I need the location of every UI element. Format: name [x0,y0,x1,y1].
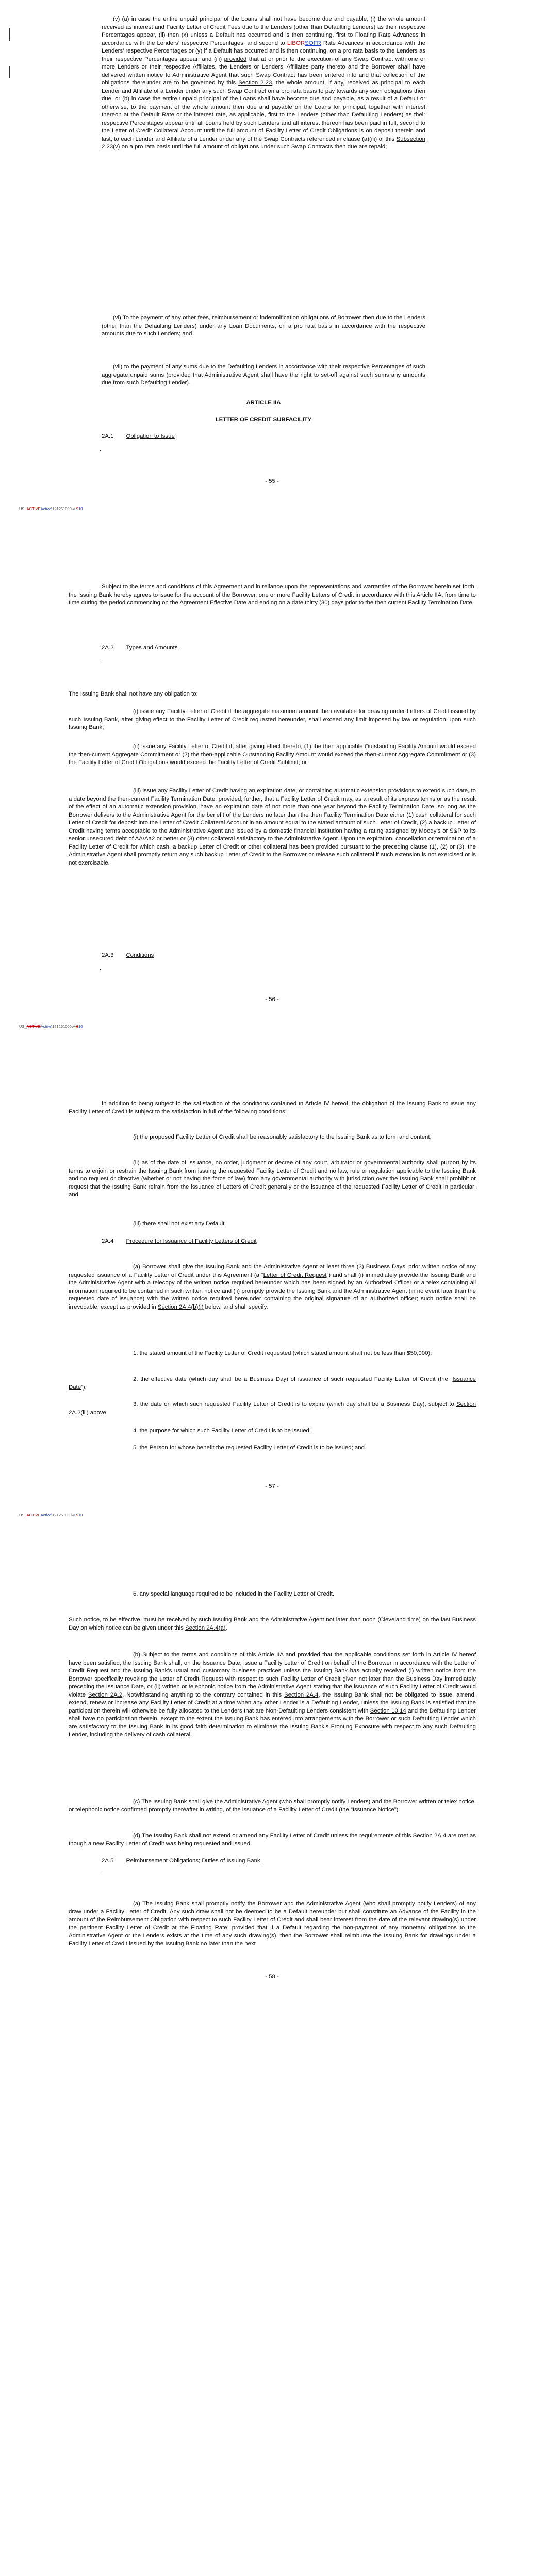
article-ref[interactable]: Article IIA [258,1652,284,1658]
item-ii: (ii) as of the date of issuance, no order, judgment or decree of any court, arbitrator or governmental authority shall purport by its terms to enjoin or restrain the Issuing Bank from issuing the requested Facility Letter of Credit and no law, rule or regulation applicable to the Issuing Bank and no request or directive (whether or not having the force of law) from any governmental authority with jurisdiction over the Issuing Bank shall prohibit or request that the Issuing Bank refrain from the issuance of Letters of Credit generally or the issuance of the requested Facility Letter of Credit in particular; and [69,1160,476,1198]
dot-mark: . [100,447,101,452]
item-3: 3. the date on which such requested Facility Letter of Credit is to expire (which day shall be a Business Day), subject to Section 2A.2(iii) above; [69,1401,476,1416]
section-2a1-heading: 2A.1 Obligation to Issue [102,433,175,439]
section-2a4-heading: 2A.4 Procedure for Issuance of Facility Letters of Credit [102,1238,257,1244]
para-intro-conditions: In addition to being subject to the satisfaction of the conditions contained in Article IV hereof, the obligation of the Issuing Bank to issue any Facility Letter of Credit is subject to the satisfaction in full of the following conditions: [69,1100,476,1115]
para-a: (a) The Issuing Bank shall promptly notify the Borrower and the Administrative Agent (who shall promptly notify Lenders) of any draw under a Facility Letter of Credit. Any such draw shall not be deemed to be a Default hereunder but shall constitute an Advance of the Facility in the amount of the Reimbursement Obligation with respect to such Facility Letter of Credit and shall bear interest from the date of the relevant drawing(s) under the pertinent Facility Letter of Credit at the Floating Rate; provided that if a Default regarding the non-payment of any monetary obligations to the Administrative Agent or the Lenders exists at the time of any such drawing(s), then the Borrower shall reimburse the Issuing Bank for drawings under a Facility Letter of Credit issued by the Issuing Bank no later than the next [69,1901,476,1947]
section-2a3-heading: 2A.3 Conditions [102,952,154,958]
section-ref[interactable]: Section 2A.2 [88,1691,123,1698]
page-number: - 57 - [265,1483,279,1489]
item-i: (i) the proposed Facility Letter of Credit shall be reasonably satisfactory to the Issuing Bank as to form and content; [133,1134,432,1140]
doc-footer: US_ACTIVEActive\121261000\V-910 [19,1024,83,1029]
para-d: (d) The Issuing Bank shall not extend or amend any Facility Letter of Credit unless the requirements of this Section 2A.4 are met as though a new Facility Letter of Credit was being requested and issued. [69,1833,476,1847]
section-ref[interactable]: Section 2A.2(iii) [69,1401,476,1416]
para-intro-2a1: Subject to the terms and conditions of this Agreement and in reliance upon the representations and warranties of the Borrower herein set forth, the Issuing Bank hereby agrees to issue for the account of the Borrower, one or more Facility Letters of Credit in accordance with this Article IIA, from time to time during the period commencing on the Agreement Effective Date and ending on a date thirty (30) days prior to the then current Facility Termination Date. [69,584,476,606]
item-5: 5. the Person for whose benefit the requested Facility Letter of Credit is to be issued; and [133,1445,365,1451]
article-title: LETTER OF CREDIT SUBFACILITY [215,417,312,423]
article-heading: ARTICLE IIA [246,400,281,406]
item-6: 6. any special language required to be included in the Facility Letter of Credit. [133,1591,335,1597]
article-ref[interactable]: Article IV [433,1652,457,1658]
section-ref[interactable]: Section 2A.4(a) [185,1624,226,1631]
dot-mark: . [100,658,101,664]
item-4: 4. the purpose for which such Facility Letter of Credit is to be issued; [133,1428,311,1434]
para-c: (c) The Issuing Bank shall give the Administrative Agent (who shall promptly notify Lenders) and the Borrower written or telex notice, or telephonic notice confirmed promptly thereafter in writing, of the issuance of a Facility Letter of Credit (the “Issuance Notice”). [69,1799,476,1813]
para-not-obligation: The Issuing Bank shall not have any obligation to: [69,691,198,697]
page-number: - 55 - [265,478,279,484]
deleted-text: LIBOR [287,40,305,46]
section-2a2-heading: 2A.2 Types and Amounts [102,645,178,651]
para-notice: Such notice, to be effective, must be received by such Issuing Bank and the Administrative Agent not later than noon (Cleveland time) on the last Business Day on which notice can be given under this Section 2A.4(a). [69,1617,476,1631]
section-ref[interactable]: Section 10.14 [370,1707,406,1714]
item-ii: (ii) issue any Facility Letter of Credit if, after giving effect thereto, (1) the then applicable Outstanding Facility Amount would exceed the then-current Aggregate Commitment or (2) the then-applicable Outstanding Facility Amount would exceed the then-current Aggregate Commitment or (3) the Facility Letter of Credit Obligations would exceed the Facility Letter of Credit Sublimit; or [69,743,476,766]
change-bar [9,66,10,78]
para-b: (b) Subject to the terms and conditions of this Article IIA and provided that the applicable conditions set forth in Article IV hereof have been satisfied, the Issuing Bank shall, on the Issuance Date, issue a Facility Letter of Credit on behalf of the Borrower in accordance with the Letter of Credit Request and the Issuing Bank’s usual and customary business practices unless the Issuing Bank has actually received (i) written notice from the Borrower specifically revoking the Letter of Credit Request with respect to such Facility Letter of Credit given not later than the Business Day immediately preceding the Issuance Date, or (ii) written or telephonic notice from the Administrative Agent stating that the issuance of such Facility Letter of Credit would violate Section 2A.2. Notwithstanding anything to the contrary contained in this Section 2A.4, the Issuing Bank shall not be obligated to issue, amend, extend, renew or increase any Facility Letter of Credit at a time when any other Lender is a Defaulting Lender, unless the Issuing Bank is satisfied that the participation therein will otherwise be fully allocated to the Lenders that are Non-Defaulting Lenders consistent with Section 10.14 and the Defaulting Lender shall have no participation therein, except to the extent the Issuing Bank has entered into arrangements with the Borrower or such Defaulting Lender which are satisfactory to the Issuing Bank in its good faith determination to eliminate the Issuing Bank’s Fronting Exposure with respect to any such Defaulting Lender, including the delivery of cash collateral. [69,1652,476,1738]
para-a: (a) Borrower shall give the Issuing Bank and the Administrative Agent at least three (3) Business Days’ prior written notice of any requested issuance of a Facility Letter of Credit under this Agreement (a “Letter of Credit Request”) and shall (i) immediately provide the Issuing Bank and the Administrative Agent with a telecopy of the written notice required hereunder which has been signed by an Authorized Officer or a telex containing all information required to be contained in such written notice and (ii) promptly provide the Issuing Bank and the Administrative Agent (in no event later than the requested date of issuance) with the written notice required hereunder containing the original signature of an authorized officer; such notice shall be irrevocable, except as provided in Section 2A.4(b)(i) below, and shall specify: [69,1264,476,1310]
para-vii: (vii) to the payment of any sums due to the Defaulting Lenders in accordance with their respective Percentages of such aggregate unpaid sums (provided that Administrative Agent shall have the right to set-off against such sums any amounts due from such Defaulting Lender). [102,364,425,386]
page-number: - 58 - [265,1974,279,1980]
section-ref[interactable]: Subsection 2.23(v) [102,135,425,150]
doc-footer: US_ACTIVEActive\121261000\V-910 [19,506,83,511]
section-ref[interactable]: Section 2A.4 [413,1833,447,1839]
dot-mark: . [100,965,101,971]
para-vi: (vi) To the payment of any other fees, reimbursement or indemnification obligations of Borrower then due to the Lenders (other than the Defaulting Lenders) under any Loan Documents, on a pro rata basis in accordance with the respective amounts due to such Lenders; and [102,315,425,337]
item-iii: (iii) there shall not exist any Default. [133,1221,226,1227]
section-ref[interactable]: Section 2A.4(b)(i) [157,1303,204,1310]
section-ref[interactable]: Section 2.23 [238,80,272,86]
section-ref[interactable]: Section 2A.4 [284,1691,319,1698]
item-i: (i) issue any Facility Letter of Credit if the aggregate maximum amount then available for drawing under Letters of Credit issued by such Issuing Bank, after giving effect to the Facility Letter of Credit requested hereunder, shall exceed any limit imposed by law or regulation upon such Issuing Bank; [69,708,476,731]
item-iii: (iii) issue any Facility Letter of Credit having an expiration date, or containing automatic extension provisions to extend such date, to a date beyond the then-current Facility Termination Date, provided, further, that a Facility Letter of Credit may, as a result of its express terms or as the result of the effect of an automatic extension provision, have an expiration date of not more than one year beyond the Facility Termination Date, so long as the Borrower delivers to the Administrative Agent for the benefit of the Lenders no later than the then Facility Termination Date either (1) cash collateral for such Letter of Credit for deposit into the Letter of Credit Collateral Account in an amount equal to the stated amount of such Letter of Credit, (2) a backup Letter of Credit having terms acceptable to the Administrative Agent and issued by a domestic financial institution having a rating assigned by Moody’s or S&P to its senior unsecured debt of AA/Aa2 or better or (3) other collateral satisfactory to the Administrative Agent. Upon the expiration, cancellation or termination of a Facility Letter of Credit for which cash, a backup Letter of Credit or other collateral has been provided pursuant to the preceding clause (1), (2) or (3), the Administrative Agent shall promptly return any such backup Letter of Credit to the Borrower or release such collateral if such extension is not exercised or is not exercisable. [69,788,476,866]
dot-mark: . [100,1870,101,1876]
para-payment-a: (v) (a) in case the entire unpaid principal of the Loans shall not have become due and payable, (i) the whole amount received as interest and Facility Letter of Credit Fees due to the Lenders (other than Defaulting Lenders) as their respective Percentages appear, (ii) then (x) unless a Default has occurred and is then continuing, first to Floating Rate Advances in accordance with the Lenders’ respective Percentages, and second to LIBORSOFR Rate Advances in accordance with the Lenders’ respective Percentages or (y) if a Default has occurred and is then continuing, on a pro rata basis to the Lenders as their respective Percentages appear; and (iii) provided that at or prior to the execution of any Swap Contract with one or more Lenders or their respective Affiliates, the Lenders or Lenders’ Affiliates party thereto and the Borrower shall have delivered written notice to Administrative Agent that such Swap Contract has been entered into and that collection of the obligations thereunder are to be governed by this Section 2.23, the whole amount, if any, received as principal to each Lender and Affiliate of a Lender under any such Swap Contract on a pro rata basis to pay towards any such obligations then due, or (b) in case the entire unpaid principal of the Loans shall have become due and payable, as a result of a Default or otherwise, to the payment of the whole amount then due and payable on the Loans for principal, together with interest thereon at the Default Rate or the interest rate, as applicable, first to the Lenders (other than Defaulting Lenders) as their respective Percentages appear until all Loans held by such Lenders and all interest thereon has been paid in full, second to the Letter of Credit Collateral Account until the full amount of Facility Letter of Credit Obligations is on deposit therein and last, to each Lender and Affiliate of a Lender under any of the Swap Contracts referenced in clause (a)(iii) of this Subsection 2.23(v) on a pro rata basis until the full amount of obligations under such Swap Contracts then due are repaid; [102,16,426,150]
page-number: - 56 - [265,996,279,1003]
item-2: 2. the effective date (which day shall be a Business Day) of issuance of such requested Facility Letter of Credit (the “Issuance Date”); [69,1376,476,1391]
doc-footer: US_ACTIVEActive\121261000\V-910 [19,1513,83,1517]
inserted-text: SOFR [305,40,321,46]
section-2a5-heading: 2A.5 Reimbursement Obligations; Duties of Issuing Bank [102,1858,260,1864]
item-1: 1. the stated amount of the Facility Letter of Credit requested (which stated amount shall not be less than $50,000); [133,1350,432,1357]
change-bar [9,28,10,41]
